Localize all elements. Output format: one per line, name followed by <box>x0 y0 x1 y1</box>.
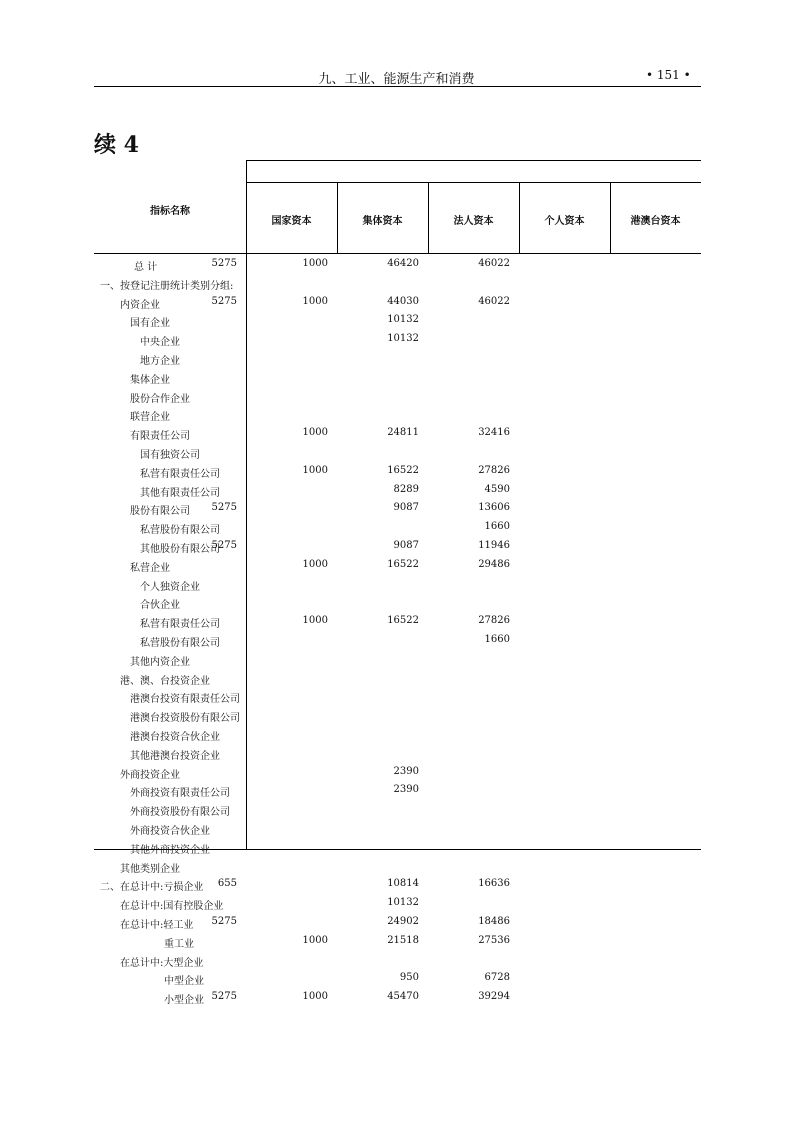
row-label: 外商投资股份有限公司 <box>130 807 230 819</box>
column-header: 国家资本 <box>271 216 312 227</box>
header-sub-rule <box>246 182 701 183</box>
table-row <box>94 594 701 613</box>
table-row <box>94 670 701 689</box>
cell-value: 16522 <box>387 464 419 476</box>
cell-value: 1000 <box>302 427 328 439</box>
table-row <box>94 782 701 801</box>
table-row <box>94 256 701 275</box>
row-label: 中央企业 <box>140 337 180 349</box>
cell-value: 5275 <box>211 502 237 514</box>
table-row <box>94 275 701 294</box>
cell-value: 16522 <box>387 615 419 627</box>
running-header-title: 九、工业、能源生产和消费 <box>318 72 475 87</box>
table-row <box>94 576 701 595</box>
row-label: 总 计 <box>134 262 158 273</box>
table-row <box>94 538 701 557</box>
cell-value: 1000 <box>302 615 328 627</box>
cell-value: 29486 <box>478 558 510 570</box>
row-label: 在总计中:国有控股企业 <box>120 901 224 913</box>
column-header: 集体资本 <box>362 216 403 227</box>
row-label: 股份合作企业 <box>130 393 190 405</box>
cell-value: 9087 <box>393 540 419 551</box>
row-label: 中型企业 <box>164 976 204 988</box>
table-row <box>94 632 701 651</box>
table-row <box>94 764 701 783</box>
cell-value: 16522 <box>387 558 419 570</box>
cell-value: 9087 <box>393 502 419 514</box>
table-row <box>94 312 701 331</box>
cell-value: 27826 <box>478 615 510 627</box>
row-label: 外商投资合伙企业 <box>130 826 210 837</box>
cell-value: 27536 <box>478 934 510 946</box>
row-label: 股份有限公司 <box>130 506 190 518</box>
table-row <box>94 745 701 764</box>
cell-value: 27826 <box>478 464 510 476</box>
table-row <box>94 707 701 726</box>
cell-value: 1660 <box>484 521 510 533</box>
table-row <box>94 933 701 952</box>
cell-value: 5275 <box>211 991 237 1003</box>
cell-value: 10132 <box>387 333 419 345</box>
row-label: 一、按登记注册统计类别分组: <box>100 280 234 292</box>
row-label: 二、在总计中:亏损企业 <box>100 882 204 894</box>
row-label: 国有独资公司 <box>140 450 200 461</box>
header-bottom-rule <box>94 253 701 254</box>
table-row <box>94 425 701 444</box>
cell-value: 1000 <box>302 258 328 269</box>
row-label: 私营有限责任公司 <box>140 468 220 480</box>
table-row <box>94 519 701 538</box>
table-row <box>94 406 701 425</box>
table-row <box>94 970 701 989</box>
row-label: 其他有限责任公司 <box>140 487 220 499</box>
row-label: 其他类别企业 <box>120 863 180 875</box>
row-label: 联营企业 <box>130 412 170 424</box>
cell-value: 44030 <box>387 295 419 307</box>
section-title: 续 4 <box>94 132 139 158</box>
page-number: • 151 • <box>646 68 691 82</box>
cell-value: 46022 <box>478 258 510 269</box>
table-row <box>94 688 701 707</box>
row-label: 重工业 <box>164 938 194 950</box>
table-row <box>94 482 701 501</box>
row-label: 外商投资企业 <box>120 769 180 781</box>
table-row <box>94 876 701 895</box>
column-header: 法人资本 <box>453 216 494 227</box>
stub-header: 指标名称 <box>150 206 190 217</box>
row-label: 地方企业 <box>140 356 180 367</box>
row-label: 合伙企业 <box>140 600 180 612</box>
cell-value: 10814 <box>387 878 419 890</box>
cell-value: 1000 <box>302 295 328 307</box>
cell-value: 655 <box>217 878 237 890</box>
row-label: 私营有限责任公司 <box>140 619 220 631</box>
table-row <box>94 557 701 576</box>
cell-value: 6728 <box>484 972 510 984</box>
table-row <box>94 914 701 933</box>
cell-value: 16636 <box>478 878 510 890</box>
table-row <box>94 989 701 1008</box>
cell-value: 2390 <box>393 784 419 796</box>
cell-value: 5275 <box>211 295 237 307</box>
table-row <box>94 331 701 350</box>
row-label: 其他港澳台投资企业 <box>130 750 220 762</box>
column-header: 港澳台资本 <box>630 216 681 227</box>
cell-value: 46420 <box>387 258 419 269</box>
table-row <box>94 651 701 670</box>
table-row <box>94 952 701 971</box>
cell-value: 39294 <box>478 991 510 1003</box>
cell-value: 1000 <box>302 934 328 946</box>
row-label: 港、澳、台投资企业 <box>120 675 210 687</box>
table-row <box>94 726 701 745</box>
row-label: 小型企业 <box>164 995 204 1007</box>
row-label: 在总计中:轻工业 <box>120 920 194 931</box>
cell-value: 10132 <box>387 314 419 326</box>
header-rule <box>94 86 701 87</box>
row-label: 私营股份有限公司 <box>140 638 220 649</box>
table-row <box>94 500 701 519</box>
row-label: 在总计中:大型企业 <box>120 957 204 969</box>
cell-value: 5275 <box>211 540 237 551</box>
row-label: 外商投资有限责任公司 <box>130 788 230 800</box>
cell-value: 10132 <box>387 897 419 909</box>
row-label: 私营企业 <box>130 562 170 574</box>
cell-value: 11946 <box>478 540 510 551</box>
cell-value: 5275 <box>211 916 237 927</box>
cell-value: 8289 <box>393 483 419 495</box>
cell-value: 1660 <box>484 634 510 645</box>
row-label: 有限责任公司 <box>130 431 190 443</box>
row-label: 其他股份有限公司 <box>140 544 220 555</box>
table-row <box>94 613 701 632</box>
cell-value: 45470 <box>387 991 419 1003</box>
table-top-rule <box>246 160 701 161</box>
row-label: 国有企业 <box>130 318 170 330</box>
column-header: 个人资本 <box>544 216 585 227</box>
cell-value: 32416 <box>478 427 510 439</box>
table-row <box>94 350 701 369</box>
table-row <box>94 839 701 858</box>
table-row <box>94 388 701 407</box>
row-label: 集体企业 <box>130 374 170 386</box>
cell-value: 24811 <box>387 427 419 439</box>
row-label: 私营股份有限公司 <box>140 525 220 537</box>
row-label: 内资企业 <box>120 299 160 311</box>
row-label: 港澳台投资有限责任公司 <box>130 694 240 706</box>
row-label: 其他内资企业 <box>130 656 190 668</box>
row-label: 港澳台投资合伙企业 <box>130 732 220 743</box>
table-row <box>94 820 701 839</box>
cell-value: 1000 <box>302 991 328 1003</box>
cell-value: 2390 <box>393 765 419 777</box>
table-row <box>94 858 701 877</box>
row-label: 个人独资企业 <box>140 581 200 593</box>
cell-value: 5275 <box>211 258 237 269</box>
cell-value: 1000 <box>302 464 328 476</box>
cell-value: 4590 <box>484 483 510 495</box>
cell-value: 13606 <box>478 502 510 514</box>
table-row <box>94 444 701 463</box>
cell-value: 18486 <box>478 916 510 927</box>
table-row <box>94 801 701 820</box>
cell-value: 1000 <box>302 558 328 570</box>
table-row <box>94 463 701 482</box>
row-label: 港澳台投资股份有限公司 <box>130 713 240 725</box>
cell-value: 24902 <box>387 916 419 927</box>
row-label: 其他外商投资企业 <box>130 844 210 856</box>
table-row <box>94 895 701 914</box>
cell-value: 21518 <box>387 934 419 946</box>
table-row <box>94 369 701 388</box>
cell-value: 950 <box>399 972 419 984</box>
table-row <box>94 294 701 313</box>
cell-value: 46022 <box>478 295 510 307</box>
